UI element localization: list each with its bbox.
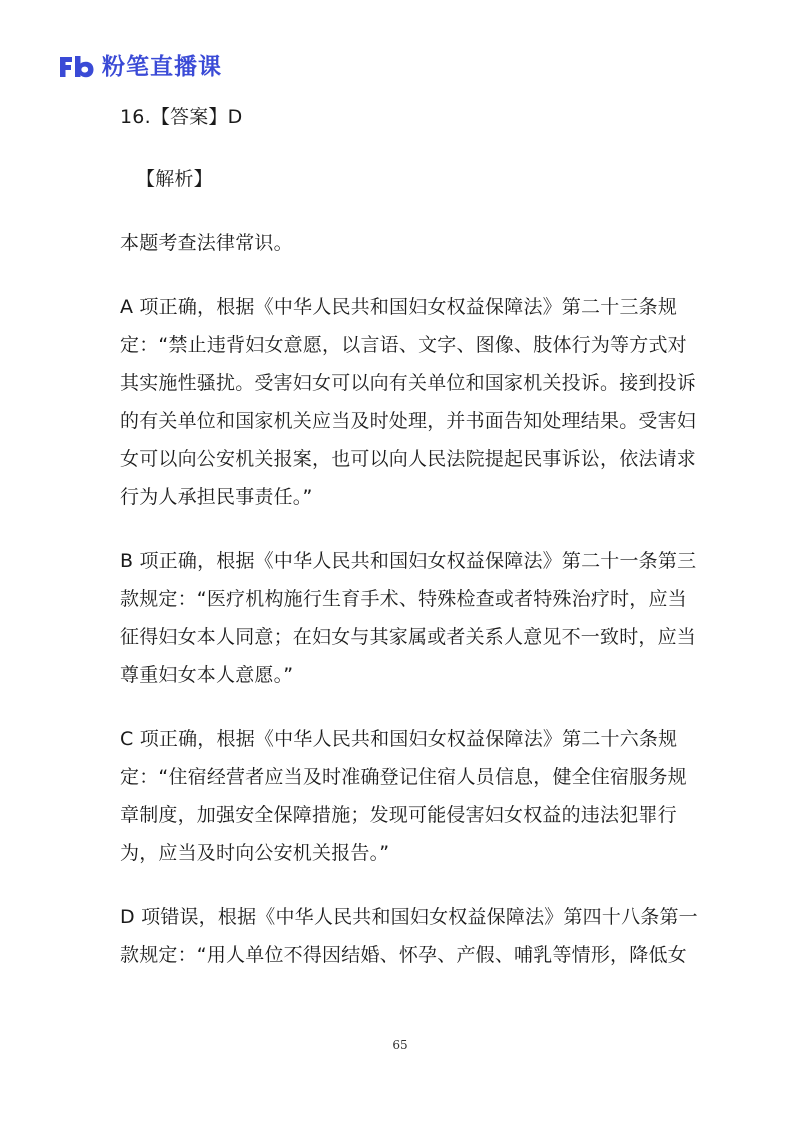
paragraph-option-a bbox=[120, 288, 697, 516]
answer-line: 16.【答案】D bbox=[120, 106, 243, 128]
text-line: 征得妇女本人同意；在妇女与其家属或者关系人意见不一致时，应当 bbox=[120, 626, 697, 648]
text-line: 为，应当及时向公安机关报告。” bbox=[120, 842, 390, 864]
text-line: A 项正确，根据《中华人民共和国妇女权益保障法》第二十三条规 bbox=[120, 296, 678, 318]
brand-name: 粉笔直播课 bbox=[102, 54, 222, 80]
text-line: 行为人承担民事责任。” bbox=[120, 486, 313, 508]
brand-header bbox=[56, 52, 222, 82]
text-line: 女可以向公安机关报案，也可以向人民法院提起民事诉讼，依法请求 bbox=[120, 448, 697, 470]
text-line: 的有关单位和国家机关应当及时处理，并书面告知处理结果。受害妇 bbox=[120, 410, 697, 432]
text-line: 其实施性骚扰。受害妇女可以向有关单位和国家机关投诉。接到投诉 bbox=[120, 372, 697, 394]
answer-explanation bbox=[120, 98, 698, 974]
text-line: 款规定：“用人单位不得因结婚、怀孕、产假、哺乳等情形，降低女 bbox=[120, 944, 687, 966]
text-line: 尊重妇女本人意愿。” bbox=[120, 664, 294, 686]
text-line: C 项正确，根据《中华人民共和国妇女权益保障法》第二十六条规 bbox=[120, 728, 678, 750]
text-line: D 项错误，根据《中华人民共和国妇女权益保障法》第四十八条第一 bbox=[120, 906, 698, 928]
paragraph-option-b bbox=[120, 542, 697, 694]
text-line: 章制度，加强安全保障措施；发现可能侵害妇女权益的违法犯罪行 bbox=[120, 804, 677, 826]
paragraph-option-d bbox=[120, 898, 698, 974]
fb-logo-icon bbox=[56, 53, 96, 81]
page-number: 65 bbox=[392, 1038, 408, 1052]
paragraph-option-c bbox=[120, 720, 687, 872]
text-line: 定：“住宿经营者应当及时准确登记住宿人员信息，健全住宿服务规 bbox=[120, 766, 687, 788]
topic-intro: 本题考查法律常识。 bbox=[120, 232, 293, 254]
text-line: B 项正确，根据《中华人民共和国妇女权益保障法》第二十一条第三 bbox=[120, 550, 697, 572]
text-line: 定：“禁止违背妇女意愿，以言语、文字、图像、肢体行为等方式对 bbox=[120, 334, 687, 356]
analysis-label: 【解析】 bbox=[136, 168, 213, 190]
text-line: 款规定：“医疗机构施行生育手术、特殊检查或者特殊治疗时，应当 bbox=[120, 588, 687, 610]
